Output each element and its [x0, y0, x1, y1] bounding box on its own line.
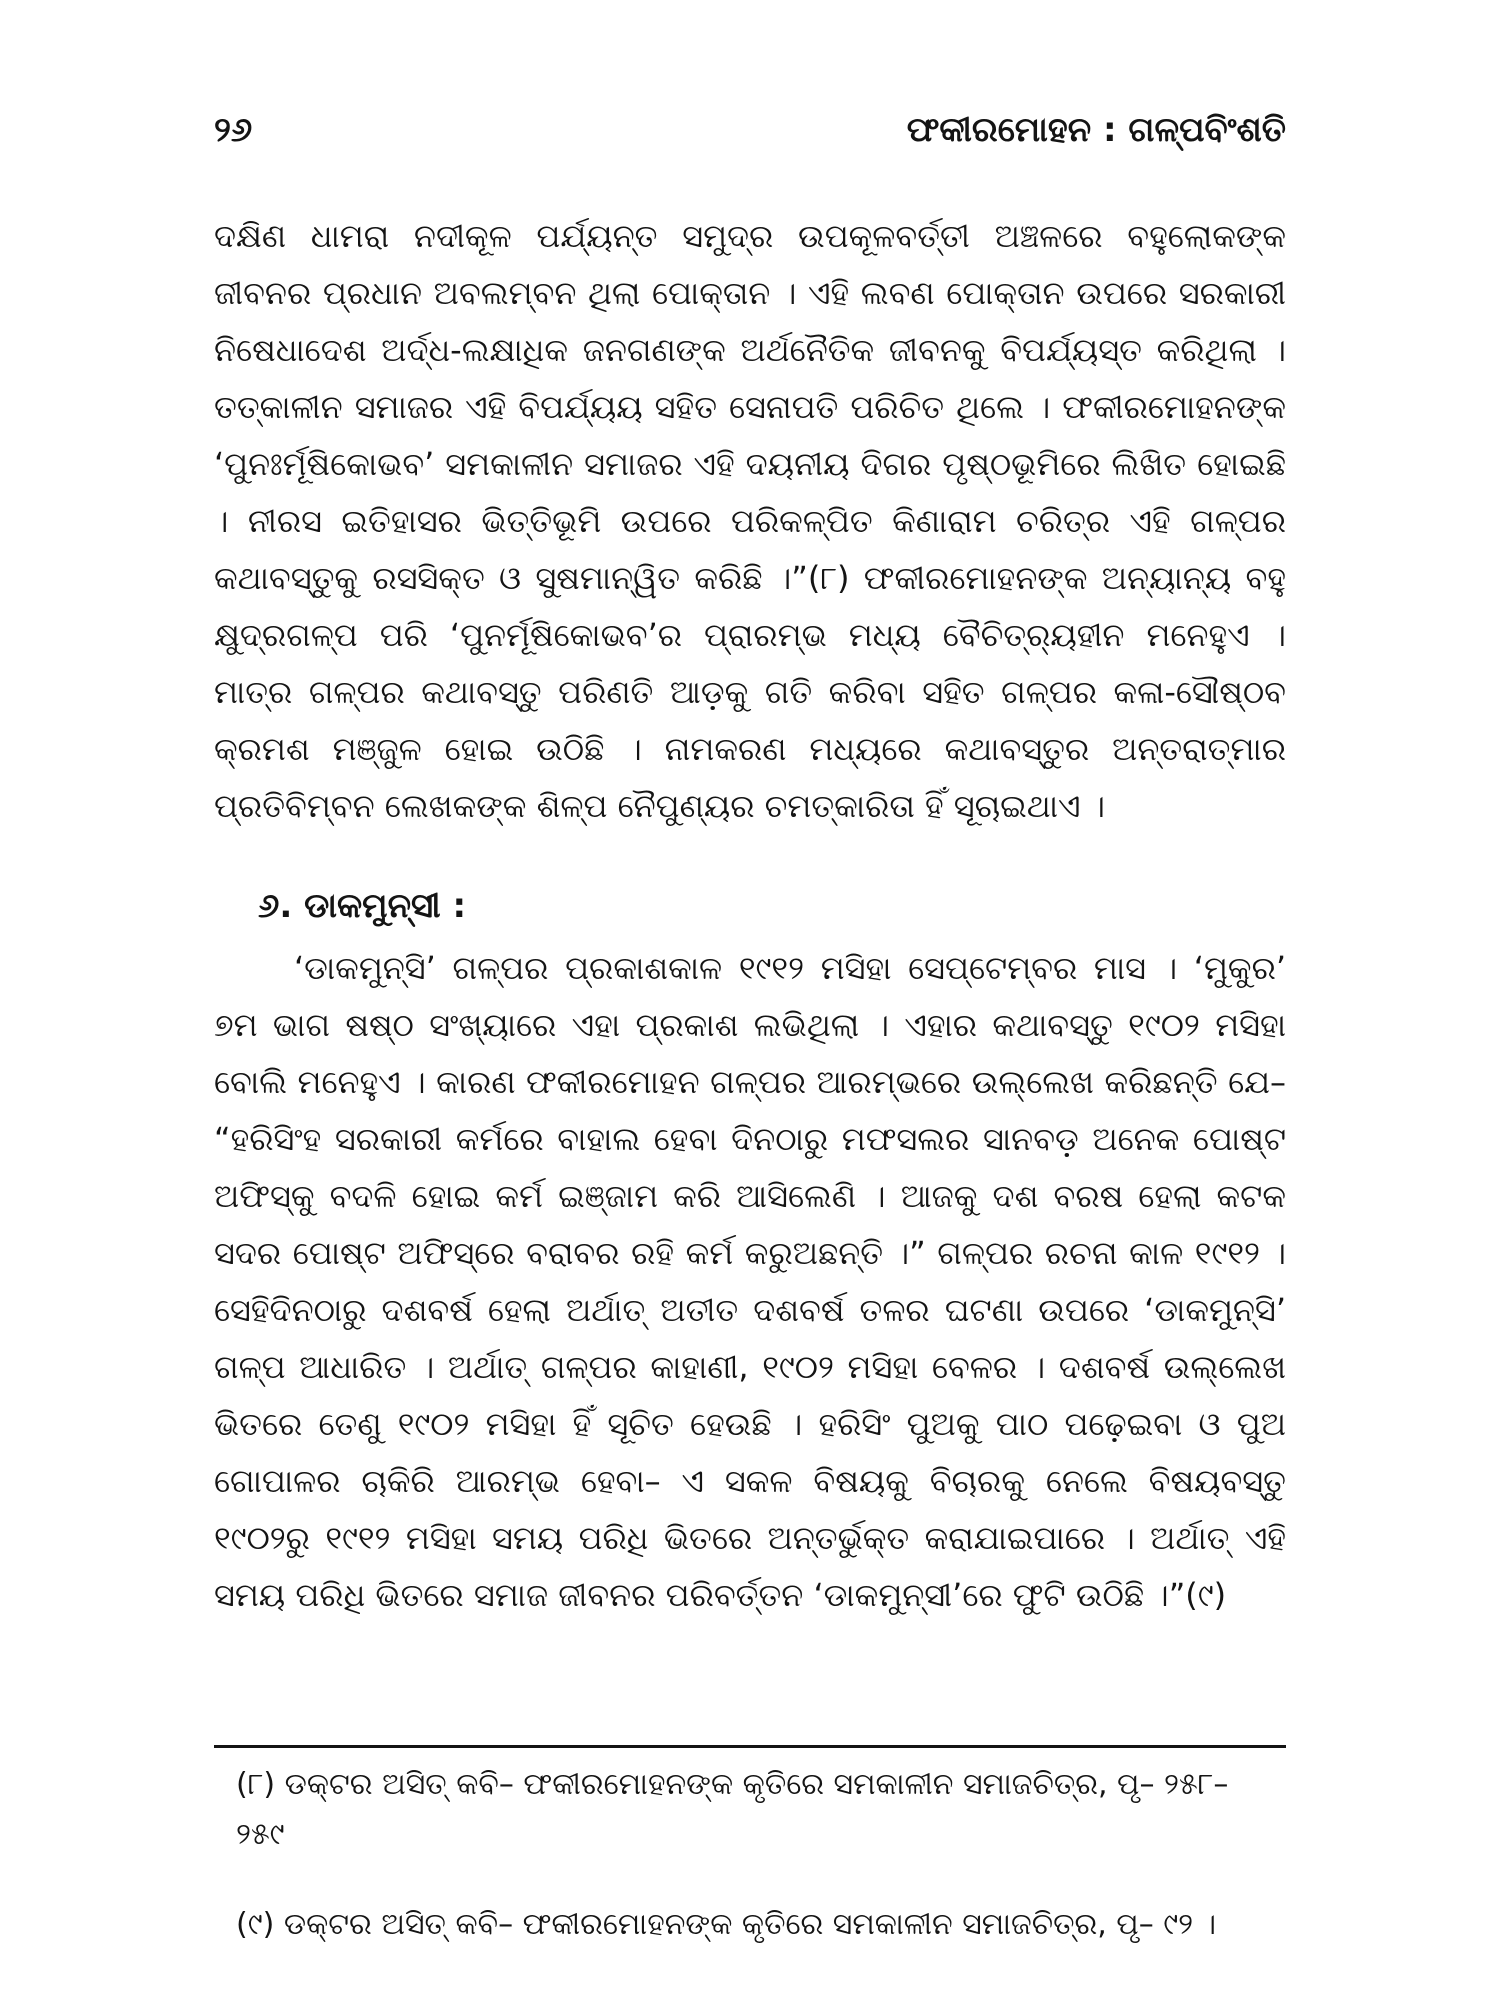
running-head	[214, 100, 1286, 160]
footnote-8: (୮) ଡକ୍ଟର ଅସିତ୍ କବି– ଫକୀରମୋହନଙ୍କ କୃତିରେ ସମକାଳୀନ ସମାଜଚିତ୍ର, ପୃ– ୨୫୮– ୨୫୯	[236, 1767, 1229, 1852]
footnote-divider	[214, 1745, 1286, 1748]
body-paragraph-2: ‘ଡାକମୁନ୍‌ସି’ ଗଳ୍ପର ପ୍ରକାଶକାଳ ୧୯୧୨ ମସିହା ସେପ୍ଟେମ୍ବର ମାସ । ‘ମୁକୁର’ ୭ମ ଭାଗ ଷଷ୍ଠ ସଂଖ୍ୟାରେ ଏହା ପ୍ରକାଶ ଲଭିଥିଲା । ଏହାର କଥାବସ୍ତୁ ୧୯୦୨ ମସିହା ବୋଲି ମନେହୁଏ । କାରଣ ଫକୀରମୋହନ ଗଳ୍ପର ଆରମ୍ଭରେ ଉଲ୍ଲେଖ କରିଛନ୍ତି ଯେ– “ହରିସିଂହ ସରକାରୀ କର୍ମରେ ବାହାଲ ହେବା ଦିନଠାରୁ ମଫସଲର ସାନବଡ଼ ଅନେକ ପୋଷ୍ଟ ଅଫିସ୍‌କୁ ବଦଳି ହୋଇ କର୍ମ ଇଞ୍ଜାମ କରି ଆସିଲେଣି । ଆଜକୁ ଦଶ ବରଷ ହେଲା କଟକ ସଦର ପୋଷ୍ଟ ଅଫିସ୍‌ରେ ବରାବର ରହି କର୍ମ କରୁଅଛନ୍ତି ।” ଗଳ୍ପର ରଚନା କାଳ ୧୯୧୨ । ସେହିଦିନଠାରୁ ଦଶବର୍ଷ ହେଲା ଅର୍ଥାତ୍ ଅତୀତ ଦଶବର୍ଷ ତଳର ଘଟଣା ଉପରେ ‘ଡାକମୁନ୍‌ସି’ ଗଳ୍ପ ଆଧାରିତ । ଅର୍ଥାତ୍ ଗଳ୍ପର କାହାଣୀ, ୧୯୦୨ ମସିହା ବେଳର । ଦଶବର୍ଷ ଉଲ୍ଲେଖ ଭିତରେ ତେଣୁ ୧୯୦୨ ମସିହା ହିଁ ସୂଚିତ ହେଉଛି । ହରିସିଂ ପୁଅକୁ ପାଠ ପଢ଼େଇବା ଓ ପୁଅ ଗୋପାଳର ଚାକିରି ଆରମ୍ଭ ହେବା– ଏ ସକଳ ବିଷୟକୁ ବିଚାରକୁ ନେଲେ ବିଷୟବସ୍ତୁ ୧୯୦୨ରୁ ୧୯୧୨ ମସିହା ସମୟ ପରିଧି ଭିତରେ ଅନ୍ତର୍ଭୁକ୍ତ କରାଯାଇପାରେ । ଅର୍ଥାତ୍ ଏହି ସମୟ ପରିଧି ଭିତରେ ସମାଜ ଜୀବନର ପରିବର୍ତ୍ତନ ‘ଡାକମୁନ୍‌ସୀ’ରେ ଫୁଟି ଉଠିଛି ।”(୯)	[214, 949, 1287, 1614]
page-number: ୨୬	[214, 110, 253, 150]
footnote-9: (୯) ଡକ୍ଟର ଅସିତ୍ କବି– ଫକୀରମୋହନଙ୍କ କୃତିରେ ସମକାଳୀନ ସମାଜଚିତ୍ର, ପୃ– ୯୨ ।	[236, 1907, 1217, 1942]
body-paragraph-1: ଦକ୍ଷିଣ ଧାମରା ନଦୀକୂଳ ପର୍ଯ୍ୟନ୍ତ ସମୁଦ୍ର ଉପକୂଳବର୍ତ୍ତୀ ଅଞ୍ଚଳରେ ବହୁଲୋକଙ୍କ ଜୀବନର ପ୍ରଧାନ ଅବଲମ୍ବନ ଥିଲା ପୋକ୍ତାନ । ଏହି ଲବଣ ପୋକ୍ତାନ ଉପରେ ସରକାରୀ ନିଷେଧାଦେଶ ଅର୍ଦ୍ଧ-ଲକ୍ଷାଧିକ ଜନଗଣଙ୍କ ଅର୍ଥନୈତିକ ଜୀବନକୁ ବିପର୍ଯ୍ୟସ୍ତ କରିଥିଲା । ତତ୍କାଳୀନ ସମାଜର ଏହି ବିପର୍ଯ୍ୟୟ ସହିତ ସେନାପତି ପରିଚିତ ଥିଲେ । ଫକୀରମୋହନଙ୍କ ‘ପୁନଃର୍ମୂଷିକୋଭବ’ ସମକାଳୀନ ସମାଜର ଏହି ଦୟନୀୟ ଦିଗର ପୃଷ୍ଠଭୂମିରେ ଲିଖିତ ହୋଇଛି । ନୀରସ ଇତିହାସର ଭିତ୍ତିଭୂମି ଉପରେ ପରିକଳ୍ପିତ କିଣାରାମ ଚରିତ୍ର ଏହି ଗଳ୍ପର କଥାବସ୍ତୁକୁ ରସସିକ୍ତ ଓ ସୁଷମାନ୍ୱିତ କରିଛି ।”(୮) ଫକୀରମୋହନଙ୍କ ଅନ୍ୟାନ୍ୟ ବହୁ କ୍ଷୁଦ୍ରଗଳ୍ପ ପରି ‘ପୁନର୍ମୂଷିକୋଭବ’ର ପ୍ରାରମ୍ଭ ମଧ୍ୟ ବୈଚିତ୍ର୍ୟହୀନ ମନେହୁଏ । ମାତ୍ର ଗଳ୍ପର କଥାବସ୍ତୁ ପରିଣତି ଆଡ଼କୁ ଗତି କରିବା ସହିତ ଗଳ୍ପର କଳା-ସୌଷ୍ଠବ କ୍ରମଶ ମଞ୍ଜୁଳ ହୋଇ ଉଠିଛି । ନାମକରଣ ମଧ୍ୟରେ କଥାବସ୍ତୁର ଅନ୍ତରାତ୍ମାର ପ୍ରତିବିମ୍ବନ ଲେଖକଙ୍କ ଶିଳ୍ପ ନୈପୁଣ୍ୟର ଚମତ୍କାରିତା ହିଁ ସୂଚାଇଥାଏ ।	[214, 217, 1286, 825]
running-title: ଫକୀରମୋହନ : ଗଳ୍ପବିଂଶତି	[906, 110, 1286, 150]
section-heading: ୬. ଡାକମୁନ୍‌ସୀ :	[258, 886, 467, 926]
